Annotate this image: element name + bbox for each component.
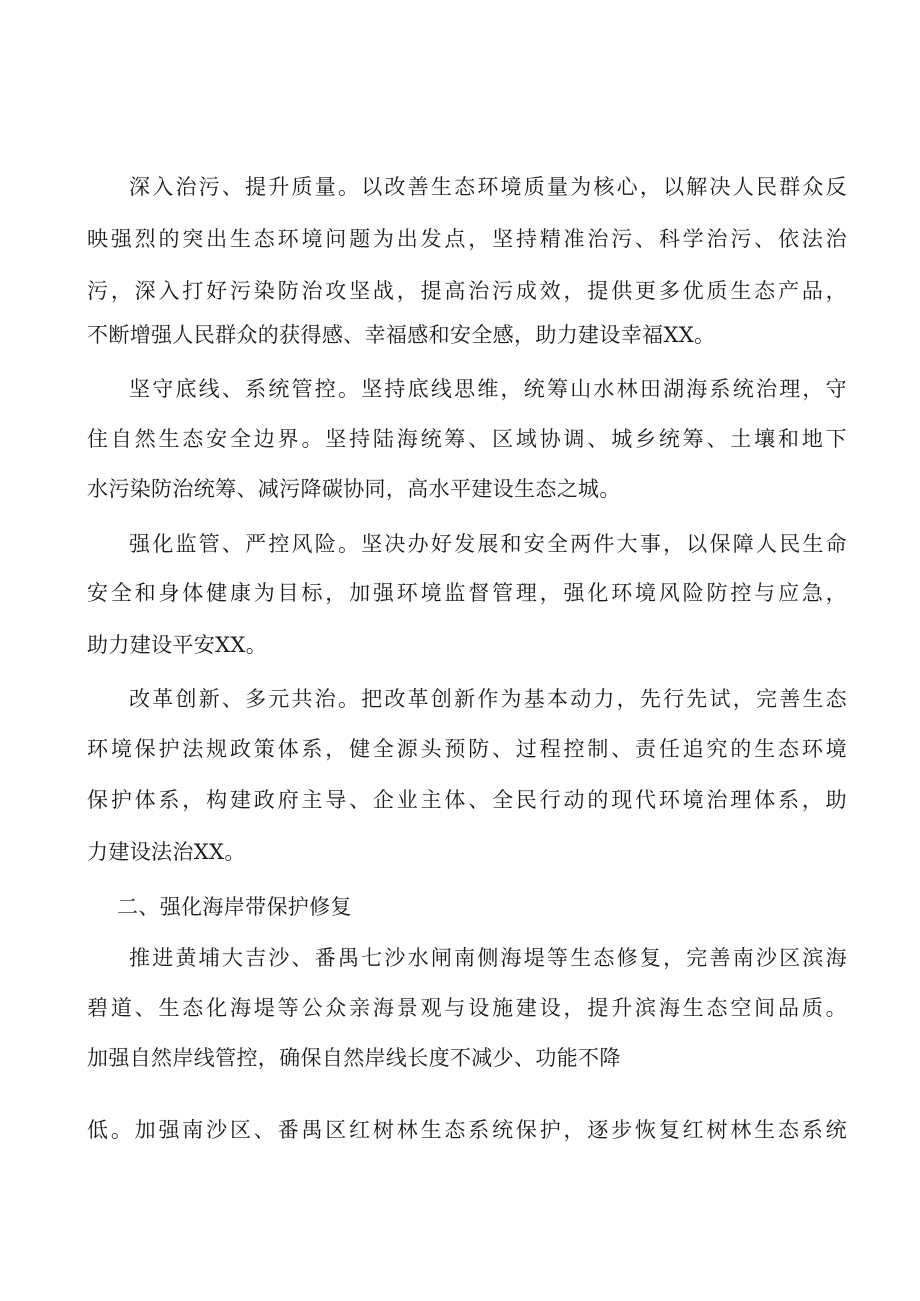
- paragraph-1-line-3: 污，深入打好污染防治攻坚战，提高治污成效，提供更多优质生态产品，: [87, 279, 847, 303]
- paragraph-5-line-4: 低。加强南沙区、番禺区红树林生态系统保护，逐步恢复红树林生态系统: [87, 1118, 847, 1142]
- paragraph-2-line-1: 坚守底线、系统管控。坚持底线思维，统筹山水林田湖海系统治理，守: [129, 377, 847, 401]
- paragraph-3-line-2: 安全和身体健康为目标，加强环境监督管理，强化环境风险防控与应急，: [87, 581, 847, 605]
- paragraph-4-line-3: 保护体系，构建政府主导、企业主体、全民行动的现代环境治理体系，助: [87, 788, 847, 812]
- paragraph-4-line-1: 改革创新、多元共治。把改革创新作为基本动力，先行先试，完善生态: [129, 687, 847, 711]
- section-heading: 二、强化海岸带保护修复: [117, 895, 352, 919]
- paragraph-2-line-3: 水污染防治统筹、减污降碳协同，高水平建设生态之城。: [87, 477, 621, 501]
- paragraph-3-line-1: 强化监管、严控风险。坚决办好发展和安全两件大事，以保障人民生命: [129, 532, 847, 556]
- paragraph-1-line-1: 深入治污、提升质量。以改善生态环境质量为核心，以解决人民群众反: [129, 175, 847, 199]
- paragraph-4-line-2: 环境保护法规政策体系，健全源头预防、过程控制、责任追究的生态环境: [87, 737, 847, 761]
- paragraph-2-line-2: 住自然生态安全边界。坚持陆海统筹、区域协调、城乡统筹、土壤和地下: [87, 427, 847, 451]
- paragraph-1-line-2: 映强烈的突出生态环境问题为出发点，坚持精准治污、科学治污、依法治: [87, 227, 847, 251]
- paragraph-5-line-3: 加强自然岸线管控，确保自然岸线长度不减少、功能不降: [87, 1046, 621, 1070]
- paragraph-5-line-1: 推进黄埔大吉沙、番禺七沙水闸南侧海堤等生态修复，完善南沙区滨海: [129, 946, 847, 970]
- paragraph-1-line-4: 不断增强人民群众的获得感、幸福感和安全感，助力建设幸福XX。: [87, 323, 716, 347]
- paragraph-4-line-4: 力建设法治XX。: [87, 840, 246, 864]
- paragraph-5-line-2: 碧道、生态化海堤等公众亲海景观与设施建设，提升滨海生态空间品质。: [87, 996, 847, 1020]
- paragraph-3-line-3: 助力建设平安XX。: [87, 633, 268, 657]
